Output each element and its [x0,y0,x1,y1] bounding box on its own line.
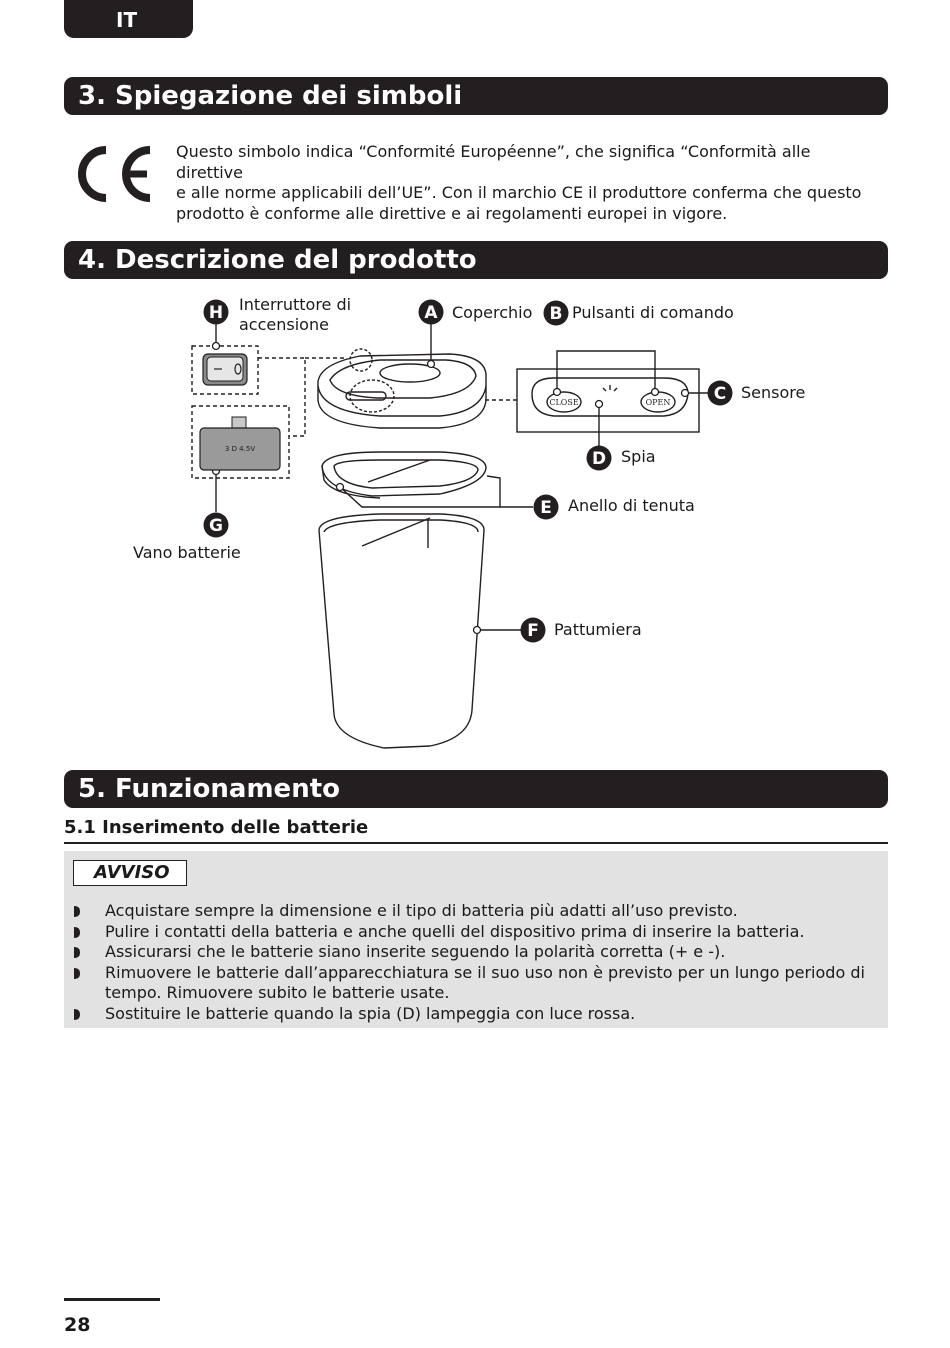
badge-a-letter: A [424,303,438,323]
power-switch-illustration [203,354,247,385]
label-e: Anello di tenuta [568,496,695,515]
label-d: Spia [621,447,656,466]
label-g: Vano batterie [133,543,241,562]
badge-c-letter: C [713,384,727,404]
bullet-icon [74,906,80,917]
bullet-icon [74,947,80,958]
list-item-text: Rimuovere le batterie dall’apparecchiatura se il suo uso non è previsto per un lungo periodo di [105,962,865,982]
ce-description [176,142,876,224]
ce-mark-icon [70,142,160,206]
list-item [64,901,874,922]
badge-b-letter: B [549,304,563,324]
ce-line: e alle norme applicabili dell’UE”. Con il marchio CE il produttore conferma che questo [176,183,862,202]
badge-g-letter: G [209,516,223,536]
badge-d-letter: D [591,449,607,469]
list-item-text: Acquistare sempre la dimensione e il tipo di batteria più adatti all’uso previsto. [105,901,738,920]
label-h-line1: Interruttore di [239,295,352,314]
list-item [64,1004,874,1025]
list-item-text: Pulire i contatti della batteria e anche quelli del dispositivo prima di inserire la batteria. [105,921,805,941]
bullet-icon [74,1009,80,1020]
subsection-divider [64,842,888,844]
bullet-icon [74,968,80,979]
open-button-label: OPEN [645,398,671,407]
label-b: Pulsanti di comando [572,303,734,322]
badge-h-letter: H [208,303,224,323]
list-item-text-continued: tempo. Rimuovere subito le batterie usate. [105,983,450,1002]
subsection-heading: 5.1 Inserimento delle batterie [64,817,369,838]
ce-line: Questo simbolo indica “Conformité Européenne”, che significa “Conformità alle direttive [176,142,811,182]
footer-rule [64,1298,160,1301]
list-item-text: Assicurarsi che le batterie siano inserite seguendo la polarità corretta (+ e -). [105,942,726,961]
product-diagram [0,290,950,760]
battery-label: 3 D 4.5V [224,445,256,453]
close-button-label: CLOSE [549,398,579,407]
battery-compartment-illustration [200,417,280,470]
language-tab: IT [64,0,193,38]
badge-e-letter: E [540,498,552,518]
label-h-line2: accensione [239,315,329,334]
list-item [64,942,874,963]
list-item [64,922,874,943]
label-a: Coperchio [452,303,533,322]
notice-list [64,901,874,1024]
badge-f-letter: F [527,621,539,641]
notice-title: AVVISO [73,860,187,886]
section-4-heading: 4. Descrizione del prodotto [64,241,888,279]
list-item [64,963,874,1004]
page-number: 28 [64,1314,91,1336]
ce-line: prodotto è conforme alle direttive e ai regolamenti europei in vigore. [176,203,728,223]
bullet-icon [74,927,80,938]
label-c: Sensore [741,383,806,402]
notice-box [64,851,888,1028]
section-3-heading: 3. Spiegazione dei simboli [64,77,888,115]
list-item-text: Sostituire le batterie quando la spia (D) lampeggia con luce rossa. [105,1003,636,1023]
label-f: Pattumiera [554,620,642,639]
section-5-heading: 5. Funzionamento [64,770,888,808]
